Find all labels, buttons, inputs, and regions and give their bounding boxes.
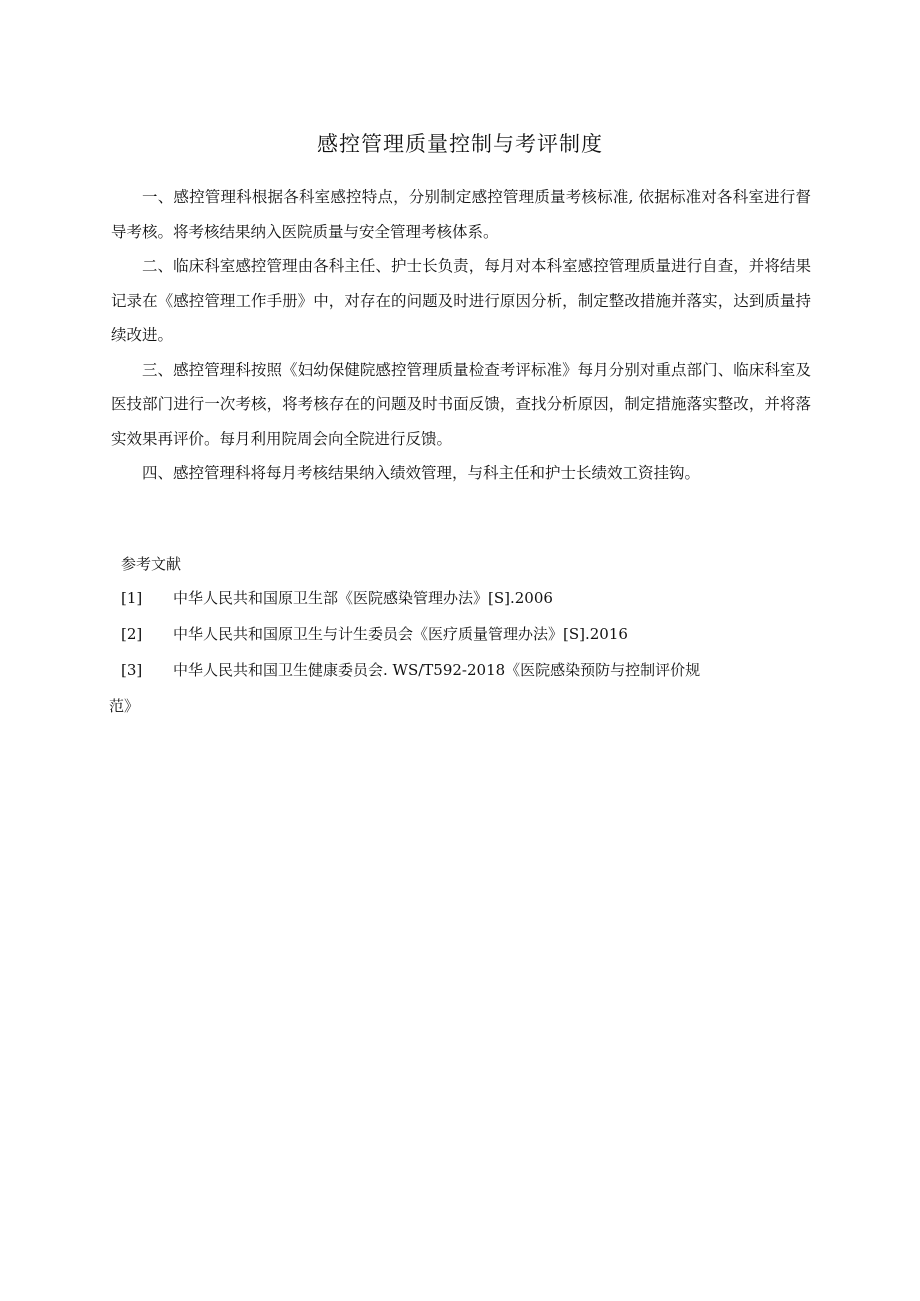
reference-item xyxy=(121,652,761,688)
references-heading: 参考文献 xyxy=(121,555,182,573)
document-title: 感控管理质量控制与考评制度 xyxy=(317,132,603,156)
reference-number: [1] xyxy=(121,589,143,607)
paragraph-4: 四、感控管理科将每月考核结果纳入绩效管理，与科主任和护士长绩效工资挂钩。 xyxy=(142,464,701,482)
reference-text: 中华人民共和国原卫生部《医院感染管理办法》[S].2006 xyxy=(173,589,553,607)
paragraph-2: 二、临床科室感控管理由各科主任、护士长负责，每月对本科室感控管理质量进行自查，并将结果记录在《感控管理工作手册》中，对存在的问题及时进行原因分析，制定整改措施并落实，达到质量持续改进。 xyxy=(111,257,811,344)
reference-item xyxy=(121,580,761,616)
reference-continuation: 范》 xyxy=(109,697,140,715)
reference-text: 中华人民共和国原卫生与计生委员会《医疗质量管理办法》[S].2016 xyxy=(173,625,628,643)
reference-text: 中华人民共和国卫生健康委员会. WS/T592-2018《医院感染预防与控制评价规 xyxy=(173,661,701,679)
document-body xyxy=(111,180,811,491)
references-section xyxy=(109,548,761,724)
reference-item xyxy=(121,616,761,652)
reference-number: [3] xyxy=(121,661,143,679)
reference-number: [2] xyxy=(121,625,143,643)
paragraph-1: 一、感控管理科根据各科室感控特点，分别制定感控管理质量考核标准, 依据标准对各科室进行督导考核。将考核结果纳入医院质量与安全管理考核体系。 xyxy=(111,188,811,241)
paragraph-3: 三、感控管理科按照《妇幼保健院感控管理质量检查考评标准》每月分别对重点部门、临床科室及医技部门进行一次考核，将考核存在的问题及时书面反馈，查找分析原因，制定措施落实整改，并将落实效果再评价。每月利用院周会向全院进行反馈。 xyxy=(111,360,811,448)
